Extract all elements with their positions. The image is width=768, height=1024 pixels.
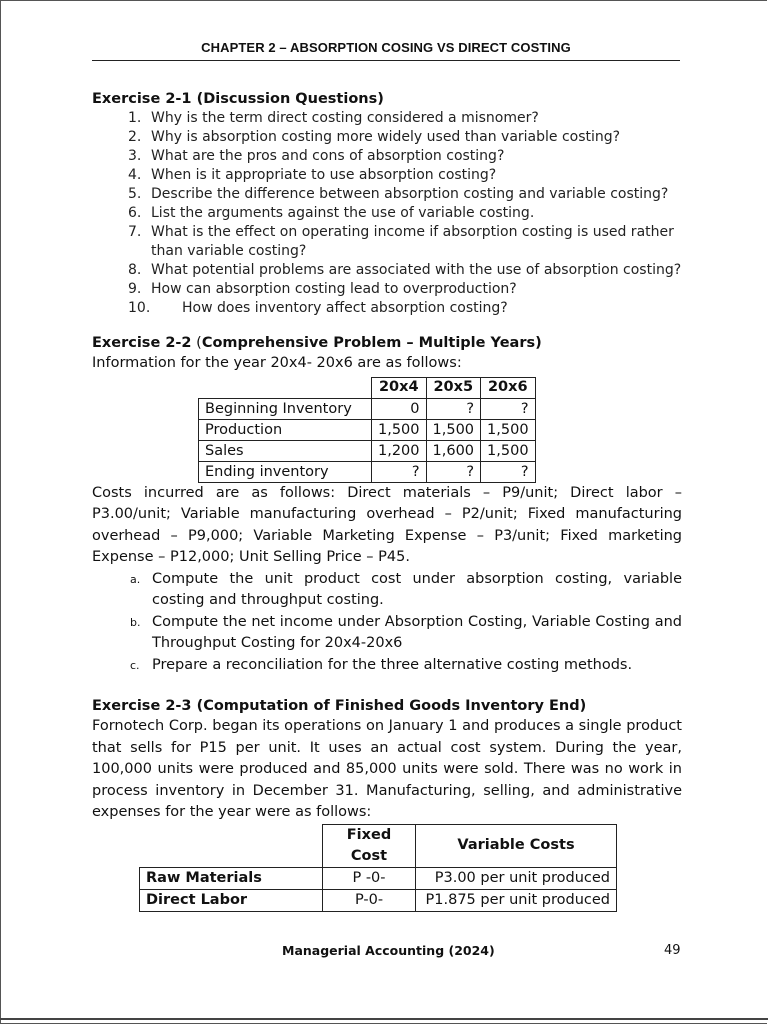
costs-incurred-paragraph: Costs incurred are as follows: Direct materials – P9/unit; Direct labor – P3.00/unit; Variable manufacturing overhead – P2/unit; Fixed manufacturing overhead – P9,000; Variable Marketing Expense – P3/unit; Fixed marketing Expense – P12,000; Unit Selling Price – P45. (92, 484, 682, 565)
header-rule (92, 60, 680, 61)
question-item: 10. How does inventory affect absorption costing? (128, 300, 508, 316)
cost-table (139, 824, 617, 912)
footer-book-title: Managerial Accounting (2024) (282, 943, 495, 958)
table-row: Beginning Inventory 0 ? ? (199, 398, 536, 419)
page-bottom-edge (0, 1018, 768, 1020)
question-item: 4. When is it appropriate to use absorption costing? (128, 167, 497, 183)
task-item: a. Compute the unit product cost under absorption costing, variable costing and throughput costing. (130, 570, 682, 608)
exercise-2-2-intro: Information for the year 20x4- 20x6 are as follows: (92, 355, 462, 371)
question-item: 9. How can absorption costing lead to overproduction? (128, 281, 517, 297)
task-item: c. Prepare a reconciliation for the three alternative costing methods. (130, 656, 633, 673)
question-item: 7. What is the effect on operating income if absorption costing is used rather than variable costing? (128, 224, 674, 259)
question-item: 5. Describe the difference between absorption costing and variable costing? (128, 186, 669, 202)
table-row: Ending inventory ? ? ? (199, 461, 536, 482)
table-row: Direct Labor P-0- P1.875 per unit produced (140, 889, 617, 911)
column-header: 20x4 (372, 377, 427, 398)
table-row: Sales 1,200 1,600 1,500 (199, 440, 536, 461)
question-item: 2. Why is absorption costing more widely used than variable costing? (128, 129, 621, 145)
exercise-2-3-title: Exercise 2-3 (Computation of Finished Goods Inventory End) (92, 698, 587, 714)
exercise-2-2-title: Exercise 2-2 (Comprehensive Problem – Multiple Years) (92, 335, 542, 351)
page-content (92, 90, 682, 912)
page-number: 49 (664, 943, 681, 958)
question-item: 1. Why is the term direct costing considered a misnomer? (128, 110, 539, 126)
column-header: Variable Costs (416, 824, 617, 867)
task-list (92, 569, 682, 677)
chapter-header: CHAPTER 2 – ABSORPTION COSING VS DIRECT COSTING (201, 40, 571, 55)
table-corner (140, 824, 323, 867)
column-header: Fixed Cost (323, 824, 416, 867)
table-corner (199, 377, 372, 398)
task-item: b. Compute the net income under Absorption Costing, Variable Costing and Throughput Costing for 20x4-20x6 (130, 613, 682, 651)
column-header: 20x6 (481, 377, 536, 398)
question-item: 6. List the arguments against the use of variable costing. (128, 205, 535, 221)
table-row: Production 1,500 1,500 1,500 (199, 419, 536, 440)
column-header: 20x5 (426, 377, 481, 398)
inventory-table (198, 377, 536, 483)
discussion-questions-list (92, 109, 682, 318)
exercise-2-3-paragraph: Fornotech Corp. began its operations on January 1 and produces a single product that sells for P15 per unit. It uses an actual cost system. During the year, 100,000 units were produced and 85,000 units were sold. There was no work in process inventory in December 31. Manufacturing, selling, and administrative expenses for the year were as follows: (92, 718, 682, 820)
exercise-2-1-title: Exercise 2-1 (Discussion Questions) (92, 91, 384, 107)
question-item: 3. What are the pros and cons of absorption costing? (128, 148, 505, 164)
question-item: 8. What potential problems are associated with the use of absorption costing? (128, 262, 682, 278)
table-row: Raw Materials P -0- P3.00 per unit produced (140, 867, 617, 889)
